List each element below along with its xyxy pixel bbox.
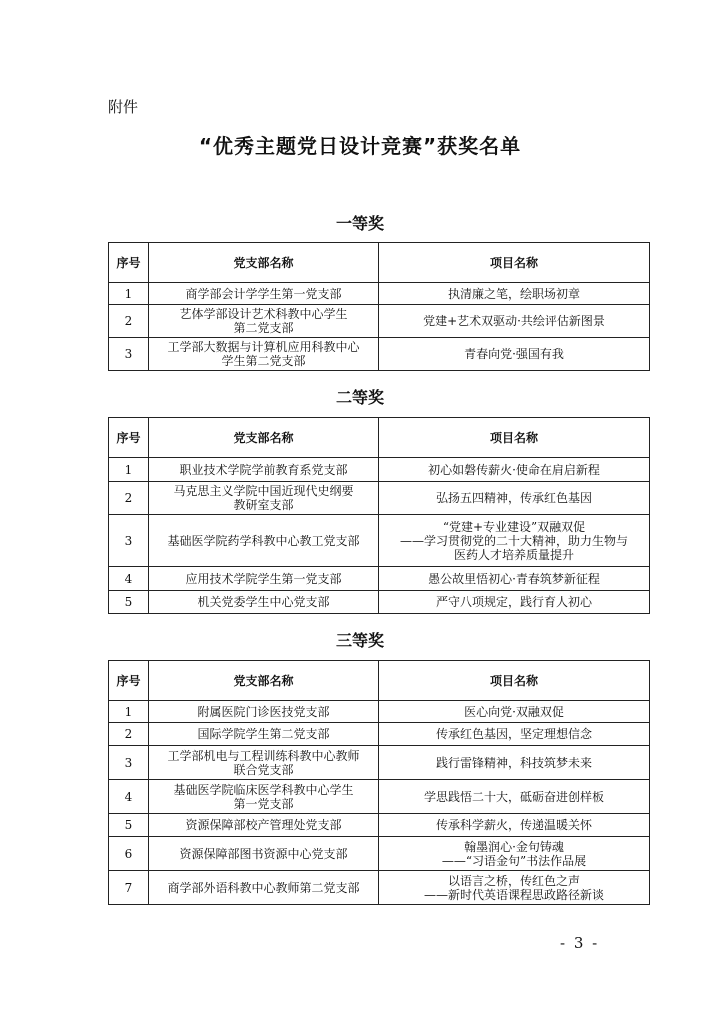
table-row [109,515,650,567]
project-name-line: 践行雷锋精神，科技筑梦未来 [435,755,592,770]
project-name [379,814,650,837]
project-name-line: 以语言之桥，传红色之声 [447,873,580,888]
branch-name-line: 教研室支部 [233,498,294,512]
table-row [109,837,650,871]
table-row [109,482,650,515]
table-row [109,871,650,905]
branch-name-line: 工学部机电与工程训练科教中心教师 [167,748,360,763]
second-prize-table [108,417,650,614]
branch-name [149,701,379,723]
branch-name [149,482,379,515]
branch-name [149,458,379,482]
row-number: 7 [109,871,149,905]
row-number: 2 [109,305,149,338]
project-name [379,746,650,780]
branch-name-line: 国际学院学生第二党支部 [197,727,330,741]
table-row [109,746,650,780]
table-row [109,567,650,591]
row-number: 1 [109,701,149,723]
project-name-line: 传承红色基因，坚定理想信念 [435,727,592,741]
branch-name-line: 学生第二党支部 [221,354,306,368]
header-branch: 党支部名称 [149,661,379,701]
row-number: 5 [109,814,149,837]
branch-name [149,871,379,905]
header-branch: 党支部名称 [149,418,379,458]
branch-name-line: 艺体学部设计艺术科教中心学生 [179,307,348,321]
project-name-line: 弘扬五四精神，传承红色基因 [435,491,592,505]
branch-name [149,338,379,371]
branch-name-line: 资源保障部校产管理处党支部 [185,818,342,832]
table-row [109,723,650,746]
table-row [109,701,650,723]
project-name-line: 执清廉之笔，绘职场初章 [447,286,580,301]
table-header-row [109,418,650,458]
branch-name-line: 基础医学院药学科教中心教工党支部 [167,533,360,548]
first-prize-table [108,242,650,371]
project-name-line: 初心如磐传薪火·使命在肩启新程 [428,462,600,477]
header-no: 序号 [109,418,149,458]
project-name [379,458,650,482]
page-number: - 3 - [560,934,600,952]
project-name-line: 传承科学薪火，传递温暖关怀 [435,818,592,832]
row-number: 2 [109,723,149,746]
project-name-line: “党建+专业建设”双融双促 [442,519,586,534]
branch-name-line: 附属医院门诊医技党支部 [197,704,330,719]
project-name-line: ——“习语金句”书法作品展 [441,853,587,868]
third-prize-table [108,660,650,905]
branch-name [149,515,379,567]
row-number: 1 [109,458,149,482]
row-number: 6 [109,837,149,871]
row-number: 1 [109,283,149,305]
row-number: 2 [109,482,149,515]
header-no: 序号 [109,243,149,283]
table-header-row [109,243,650,283]
header-project: 项目名称 [379,243,650,283]
row-number: 3 [109,746,149,780]
attachment-label: 附件 [108,98,139,116]
project-name [379,338,650,371]
project-name [379,305,650,338]
header-branch: 党支部名称 [149,243,379,283]
project-name [379,591,650,614]
branch-name-line: 商学部会计学学生第一党支部 [185,286,342,301]
table-row [109,591,650,614]
table-row [109,338,650,371]
row-number: 4 [109,567,149,591]
branch-name [149,591,379,614]
project-name [379,283,650,305]
document-title: “优秀主题党日设计竞赛”获奖名单 [198,134,522,158]
project-name [379,780,650,814]
branch-name-line: 马克思主义学院中国近现代史纲要 [173,484,354,498]
branch-name [149,780,379,814]
branch-name [149,567,379,591]
project-name [379,723,650,746]
branch-name-line: 商学部外语科教中心教师第二党支部 [167,880,360,895]
branch-name [149,283,379,305]
branch-name [149,837,379,871]
project-name-line: 严守八项规定，践行育人初心 [435,595,592,609]
branch-name-line: 应用技术学院学生第一党支部 [185,571,342,586]
table-row [109,458,650,482]
branch-name-line: 机关党委学生中心党支部 [197,595,330,609]
project-name-line: 党建+艺术双驱动·共绘评估新图景 [423,314,605,328]
project-name-line: 愚公故里悟初心·青春筑梦新征程 [428,571,600,586]
table-row [109,780,650,814]
branch-name [149,746,379,780]
branch-name [149,814,379,837]
table-header-row [109,661,650,701]
table-row [109,283,650,305]
project-name [379,567,650,591]
branch-name-line: 职业技术学院学前教育系党支部 [179,462,348,477]
branch-name-line: 联合党支部 [233,762,294,777]
table-row [109,814,650,837]
row-number: 4 [109,780,149,814]
branch-name [149,305,379,338]
project-name-line: ——新时代英语课程思政路径新谈 [423,887,604,902]
branch-name-line: 基础医学院临床医学科教中心学生 [173,782,354,797]
third-prize-heading: 三等奖 [335,631,384,650]
project-name [379,837,650,871]
second-prize-heading: 二等奖 [335,388,384,407]
project-name [379,482,650,515]
project-name [379,701,650,723]
row-number: 3 [109,515,149,567]
branch-name-line: 工学部大数据与计算机应用科教中心 [167,340,360,354]
project-name-line: ——学习贯彻党的二十大精神，助力生物与 [399,533,628,548]
project-name-line: 翰墨润心·金句铸魂 [464,839,564,854]
project-name-line: 医心向党·双融双促 [464,704,564,719]
header-project: 项目名称 [379,661,650,701]
project-name [379,871,650,905]
row-number: 3 [109,338,149,371]
table-row [109,305,650,338]
branch-name-line: 资源保障部图书资源中心党支部 [179,846,348,861]
row-number: 5 [109,591,149,614]
branch-name-line: 第二党支部 [233,321,294,335]
header-project: 项目名称 [379,418,650,458]
header-no: 序号 [109,661,149,701]
project-name [379,515,650,567]
project-name-line: 医药人才培养质量提升 [453,547,574,562]
project-name-line: 学思践悟二十大，砥砺奋进创样板 [423,789,604,804]
branch-name-line: 第一党支部 [233,796,294,811]
first-prize-heading: 一等奖 [335,214,384,233]
project-name-line: 青春向党·强国有我 [464,347,564,361]
branch-name [149,723,379,746]
